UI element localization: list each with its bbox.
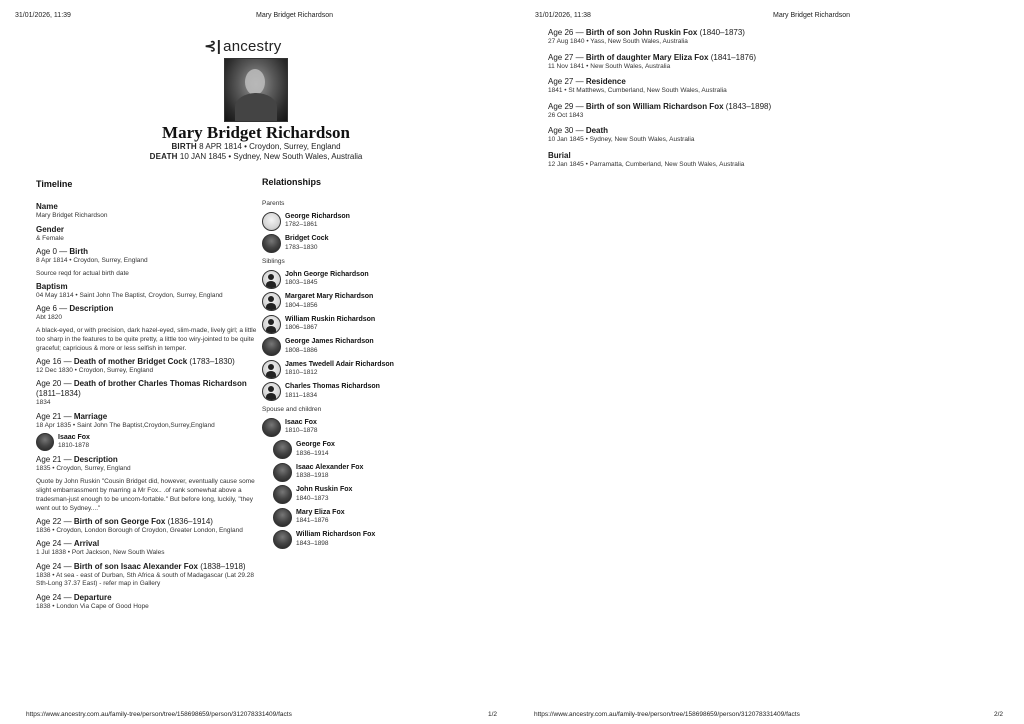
relationship-person[interactable] [262,268,462,291]
event-title: Arrival [73,539,100,548]
avatar [262,337,281,356]
event-detail: 1838 • At sea - east of Durban, Sth Africa & south of Madagascar (Lat 29.28 Sth-Long 37.37 East) - refer map in Gallery [36,571,254,587]
silhouette-body [266,326,276,334]
relationship-person-name: George James Richardson [285,338,374,346]
print-page-2 [512,0,1024,724]
relationship-person[interactable] [262,381,462,404]
relationship-person-text [285,293,373,310]
silhouette-body [266,281,276,289]
relationship-person-years: 1810–1878 [285,427,318,435]
relationship-person-name: Isaac Fox [285,418,317,426]
event-title: Residence [585,77,626,86]
relationship-person[interactable] [262,506,462,529]
event-heading[interactable] [36,304,258,314]
event-heading[interactable] [36,225,258,235]
event-age: Age 27 — [548,77,586,86]
relationship-person-name: Isaac Alexander Fox [296,463,364,471]
event-notes: Quote by John Ruskin "Cousin Bridget did, however, eventually cause some slight embarrassment by marring a Mr Fox.. .of rank somewhat above a tradesman-just enough to be uncom-fortable." But before long, luckily, "they went out to Sydney...." [36,477,255,512]
event-detail: 1835 • Croydon, Surrey, England [36,465,131,472]
relationship-person-name: Margaret Mary Richardson [285,293,374,301]
silhouette-head [268,386,274,392]
event-heading[interactable] [36,517,258,527]
event-title: Description [69,304,114,313]
relationship-person-text [296,531,375,548]
silhouette-avatar-icon [262,382,281,401]
event-age: Age 27 — [548,52,586,62]
event-title: Birth of son William Richardson Fox [585,101,724,111]
relationship-person[interactable] [262,358,462,381]
event-detail: 04 May 1814 • Saint John The Baptist, Croydon, Surrey, England [36,291,223,299]
relationship-person[interactable] [262,529,462,552]
event-detail: Abt 1820 [36,314,63,321]
event-age: Age 24 — [36,561,74,571]
relationship-group-label: Parents [262,200,285,207]
relationship-person-text [285,271,369,288]
event-title: Death of brother Charles Thomas Richardson [73,379,247,388]
relationship-person-name: John George Richardson [285,270,369,278]
relationship-person[interactable] [262,291,462,314]
event-title: Marriage [73,411,108,421]
event-years: (1811–1834) [36,389,81,398]
event-heading[interactable] [548,28,778,38]
event-age: Age 24 — [36,539,74,548]
print-page-title: Mary Bridget Richardson [773,12,851,19]
silhouette-head [268,274,274,280]
timeline-event [36,455,258,513]
relationship-person-years: 1810–1812 [285,369,318,377]
relationship-person-name: William Richardson Fox [296,531,376,539]
avatar [262,212,281,231]
timeline-event [548,28,778,47]
event-detail: 27 Aug 1840 • Yass, New South Wales, Australia [548,38,688,45]
event-detail: 12 Dec 1830 • Croydon, Surrey, England [36,366,154,374]
relationship-person-years: 1783–1830 [285,243,318,251]
event-detail: 10 Jan 1845 • Sydney, New South Wales, Australia [548,136,695,143]
event-heading[interactable] [548,77,778,87]
relationship-person-text [285,361,394,378]
avatar [273,440,292,459]
relationship-person[interactable] [262,416,462,439]
event-heading[interactable] [36,379,258,399]
relationship-person-years: 1843–1898 [296,539,329,547]
silhouette-head [268,319,274,325]
avatar [262,418,281,437]
event-detail: 1836 • Croydon, London Borough of Croydon, Greater London, England [36,526,243,534]
relationship-person-text [296,509,345,526]
timeline-event [36,562,258,589]
timeline-event [36,202,258,221]
relationship-person-name: Bridget Cock [285,235,329,243]
relationship-person[interactable] [262,461,462,484]
relationship-person-years: 1811–1834 [285,391,318,399]
event-heading[interactable] [36,412,258,422]
event-detail: 18 Apr 1835 • Saint John The Baptist,Croydon,Surrey,England [36,421,215,429]
event-detail: 26 Oct 1843 [548,111,584,119]
relationship-person-name: William Ruskin Richardson [285,315,376,323]
event-title: Birth [69,247,89,256]
event-heading[interactable] [36,593,258,603]
timeline-continued [548,28,778,175]
birth-summary: BIRTH 8 APR 1814 • Croydon, Surrey, England [171,142,341,151]
print-url: https://www.ancestry.com.au/family-tree/person/tree/158698659/person/312078331409/facts [534,711,800,718]
event-title: Death [585,126,609,135]
event-age: Age 21 — [36,455,74,464]
avatar [273,485,292,504]
relationship-person-text [285,213,350,230]
event-years: (1838–1918) [198,561,246,571]
relationship-person-name: George Richardson [285,212,350,220]
event-detail: 12 Jan 1845 • Parramatta, Cumberland, New South Wales, Australia [548,160,745,168]
event-years: (1843–1898) [723,101,772,111]
print-page-number: 1/2 [488,711,498,718]
silhouette-avatar-icon [262,360,281,379]
print-page-number: 2/2 [994,711,1004,718]
event-detail: 1 Jul 1838 • Port Jackson, New South Wales [36,549,165,556]
avatar [273,530,292,549]
timeline-event [36,517,258,536]
event-age: Age 22 — [36,516,74,526]
silhouette-avatar-icon [262,292,281,311]
timeline-event [36,282,258,301]
event-age: Age 6 — [36,304,70,313]
avatar [273,463,292,482]
print-page-title: Mary Bridget Richardson [256,12,334,19]
event-heading[interactable] [548,126,778,136]
timeline-event [36,225,258,244]
logo-text: ancestry [223,38,282,55]
event-person-link[interactable] [36,433,258,451]
relationship-person-years: 1841–1876 [296,517,329,525]
timeline-event [548,151,778,170]
relationship-person-years: 1838–1918 [296,472,329,480]
event-detail: 1841 • St Matthews, Cumberland, New South Wales, Australia [548,87,727,94]
timeline-event [36,593,258,612]
relationships-title: Relationships [262,177,322,187]
event-heading[interactable] [548,53,778,63]
relationship-person-years: 1782–1861 [285,221,318,229]
event-heading[interactable] [36,455,258,465]
relationship-person-text [285,316,375,333]
event-heading[interactable] [36,357,258,367]
timeline-event [36,357,258,376]
relationships-list [262,197,462,551]
relationship-person-years: 1836–1914 [296,449,329,457]
silhouette-head [268,296,274,302]
event-heading[interactable] [36,562,258,572]
relationship-person-text [285,383,380,400]
timeline-list [36,202,258,615]
event-heading[interactable] [548,102,778,112]
event-age: Age 0 — [36,247,70,256]
relationship-person-text [285,338,374,355]
event-detail: Mary Bridget Richardson [36,212,108,219]
event-years: (1841–1876) [708,52,757,62]
relationship-person-years: 1840–1873 [296,494,329,502]
event-heading[interactable] [36,202,258,212]
ancestry-leaf-icon: ⊰| [204,38,222,55]
profile-photo[interactable] [224,58,288,122]
event-years: (1783–1830) [187,356,235,366]
print-datetime: 31/01/2026, 11:39 [15,12,71,19]
relationship-person-name: John Ruskin Fox [296,486,353,494]
relationship-person-text [285,419,318,436]
event-title: Description [73,455,118,464]
event-notes: Source reqd for actual birth date [36,269,129,277]
event-years: (1836–1914) [165,516,213,526]
event-detail: & Female [36,234,64,242]
relationship-person-years: 1803–1845 [285,279,318,287]
event-detail: 11 Nov 1841 • New South Wales, Australia [548,62,671,70]
event-title: Baptism [36,281,68,291]
relationship-person[interactable] [262,336,462,359]
timeline-event [548,102,778,121]
relationship-person-years: 1804–1856 [285,301,318,309]
event-title: Burial [548,150,571,160]
relationship-person[interactable] [262,210,462,233]
person-name: Mary Bridget Richardson [162,123,350,142]
event-detail: 1834 [36,399,51,406]
event-age: Age 21 — [36,411,74,421]
relationship-person-name: James Twedell Adair Richardson [285,360,394,368]
event-years: (1840–1873) [697,28,745,37]
event-age: Age 20 — [36,379,74,388]
timeline-event [36,539,258,558]
timeline-event [548,126,778,145]
event-detail: 8 Apr 1814 • Croydon, Surrey, England [36,257,148,264]
event-age: Age 16 — [36,356,74,366]
event-title: Birth of son George Fox [73,516,166,526]
silhouette-body [266,371,276,379]
event-title: Birth of son Isaac Alexander Fox [73,561,198,571]
event-age: Age 26 — [548,28,586,37]
event-person-years: 1810-1878 [58,442,90,449]
event-title: Death of mother Bridget Cock [73,356,188,366]
event-notes: A black-eyed, or with precision, dark hazel-eyed, slim-made, lively girl; a little too sharp in the features to be quite pretty, a little too wiry-jointed to be quite graceful; capricious & more or less selfish in temper. [36,326,257,352]
relationship-person-name: George Fox [296,441,335,449]
relationship-person[interactable] [262,439,462,462]
timeline-title: Timeline [36,179,73,189]
timeline-event [548,77,778,96]
timeline-event [36,304,258,353]
timeline-event [36,247,258,278]
silhouette-body [266,303,276,311]
relationship-person-years: 1806–1867 [285,324,318,332]
death-summary: DEATH 10 JAN 1845 • Sydney, New South Wales, Australia [149,152,363,161]
avatar [36,433,54,451]
print-datetime: 31/01/2026, 11:38 [535,12,591,19]
event-person-text [58,434,90,451]
timeline-event [36,379,258,408]
event-title: Gender [36,224,65,234]
event-title: Birth of daughter Mary Eliza Fox [585,52,709,62]
timeline-event [548,53,778,72]
silhouette-body [266,393,276,401]
relationship-person-text [296,441,335,458]
relationship-person-name: Mary Eliza Fox [296,508,345,516]
event-age: Age 30 — [548,126,586,135]
silhouette-head [268,364,274,370]
relationship-person-name: Charles Thomas Richardson [285,383,380,391]
relationship-group-label: Siblings [262,258,285,265]
relationship-person-text [285,235,329,252]
event-title: Birth of son John Ruskin Fox [585,28,698,37]
silhouette-avatar-icon [262,315,281,334]
event-heading[interactable] [36,247,258,257]
event-person-name: Isaac Fox [58,433,90,441]
relationship-person-text [296,486,352,503]
event-title: Departure [73,592,112,602]
relationship-person[interactable] [262,484,462,507]
print-url: https://www.ancestry.com.au/family-tree/person/tree/158698659/person/312078331409/facts [26,711,292,718]
avatar [262,234,281,253]
event-age: Age 24 — [36,592,74,602]
relationship-person[interactable] [262,313,462,336]
relationship-person-text [296,464,363,481]
event-title: Name [36,202,58,211]
silhouette-avatar-icon [262,270,281,289]
relationship-person-years: 1808–1886 [285,346,318,354]
timeline-event [36,412,258,452]
event-heading[interactable] [36,539,258,549]
avatar [273,508,292,527]
event-detail: 1838 • London Via Cape of Good Hope [36,602,149,610]
relationship-group-label: Spouse and children [262,406,322,413]
ancestry-logo[interactable] [204,37,281,55]
event-heading[interactable] [548,151,778,161]
event-heading[interactable] [36,282,258,292]
event-age: Age 29 — [548,101,586,111]
relationship-person[interactable] [262,233,462,256]
